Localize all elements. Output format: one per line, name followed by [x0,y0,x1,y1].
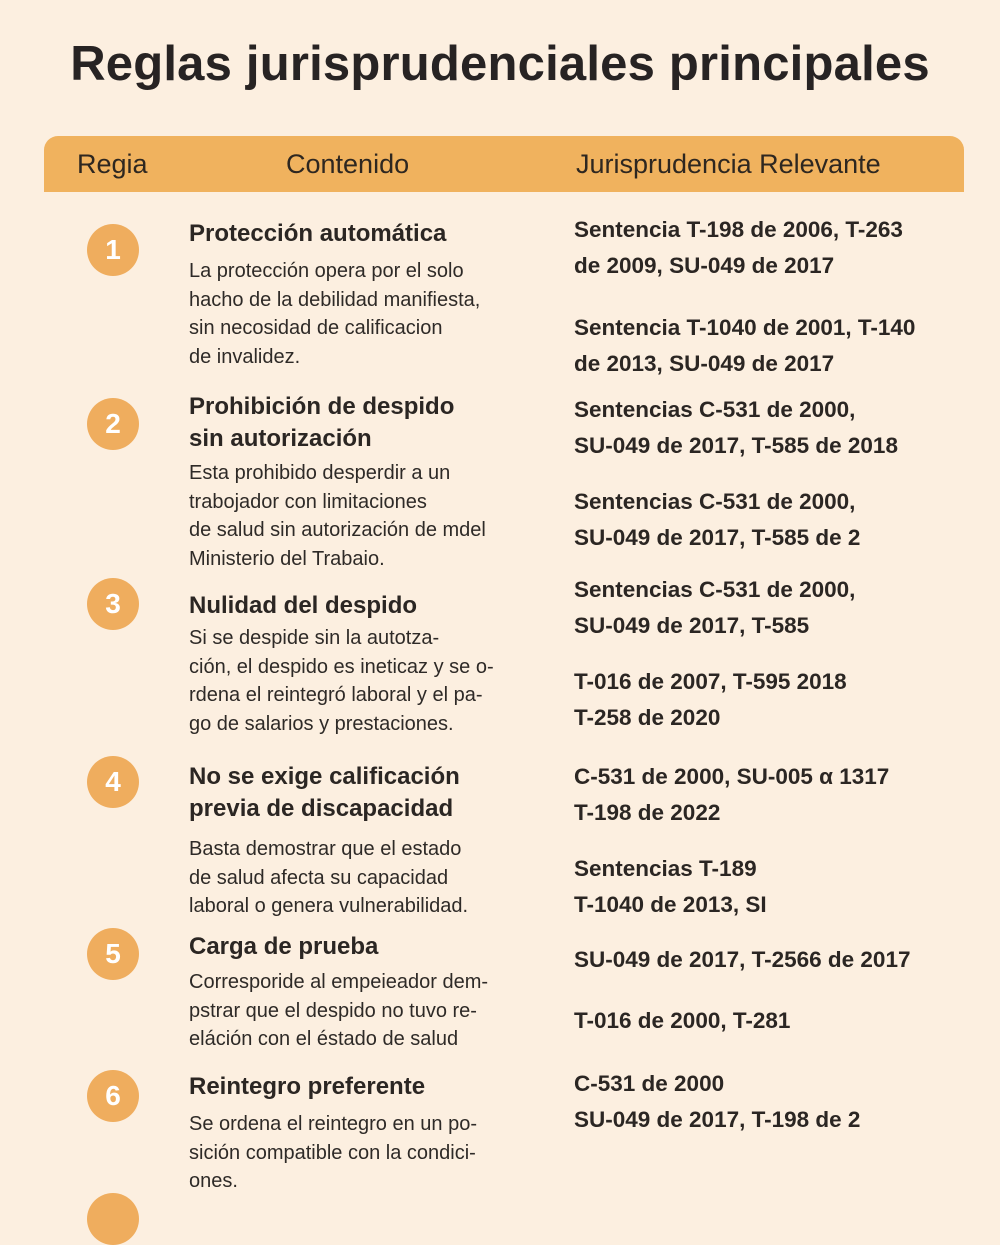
jurisprudence-entry: Sentencias C-531 de 2000, SU-049 de 2017, T-585 de 2 [574,489,861,550]
rule-title: Nulidad del despido [189,592,418,619]
rule-number-badge: 2 [87,398,139,450]
page-title: Reglas jurisprudenciales principales [70,37,930,91]
jurisprudence-entry: SU-049 de 2017, T-2566 de 2017 [574,947,911,972]
rule-number-badge: 5 [87,928,139,980]
rule-description: Corresporide al empeieador dem- pstrar que el despido no tuvo re- eláción con el éstado de salud [189,971,489,1050]
rule-number-badge: 1 [87,224,139,276]
jurisprudence-entry: Sentencia T-1040 de 2001, T-140 de 2013, SU-049 de 2017 [574,315,916,376]
jurisprudence-entry: C-531 de 2000 SU-049 de 2017, T-198 de 2 [574,1071,861,1132]
rule-title: Reintegro preferente [189,1073,426,1100]
header-jurisprudencia: Jurisprudencia Relevante [576,149,881,179]
rule-number-badge: 4 [87,756,139,808]
header-regla: Regia [77,149,148,179]
jurisprudence-entry: C-531 de 2000, SU-005 α 1317 T-198 de 2022 [574,764,890,825]
jurisprudence-entry: T-016 de 2007, T-595 2018 T-258 de 2020 [574,669,847,730]
jurisprudence-entry: Sentencias C-531 de 2000, SU-049 de 2017, T-585 de 2018 [574,397,898,458]
rule-number-badge: 3 [87,578,139,630]
rule-title: No se exige calificación previa de discapacidad [189,763,460,822]
rule-description: Basta demostrar que el estado de salud afecta su capacidad laboral o genera vulnerabilidad. [189,838,469,917]
jurisprudence-entry: T-016 de 2000, T-281 [574,1008,791,1033]
jurisprudence-entry: Sentencias C-531 de 2000, SU-049 de 2017, T-585 [574,577,856,638]
rule-title: Protección automática [189,220,447,247]
rule-description: Se ordena el reintegro en un po- sición compatible con la condici- ones. [189,1113,477,1192]
rule-number-badge: 6 [87,1070,139,1122]
rule-title: Prohibición de despido sin autorización [189,393,455,452]
rule-description: La protección opera por el solo hacho de la debilidad manifiesta, sin necosidad de calificacion de invalidez. [189,260,481,368]
rule-number-badge-partial [87,1193,139,1245]
header-contenido: Contenido [286,149,410,179]
jurisprudence-entry: Sentencias T-189 T-1040 de 2013, SI [574,856,767,917]
jurisprudence-entry: Sentencia T-198 de 2006, T-263 de 2009, SU-049 de 2017 [574,217,903,278]
rule-title: Carga de prueba [189,933,379,960]
rule-description: Esta prohibido desperdir a un trabojador con limitaciones de salud sin autorización de mdel Ministerio del Trabaio. [189,462,486,570]
table-header [44,136,964,192]
rule-description: Si se despide sin la autotza- ción, el despido es ineticaz y se o- rdena el reintegró laboral y el pa- go de salarios y prestaciones. [189,627,494,735]
